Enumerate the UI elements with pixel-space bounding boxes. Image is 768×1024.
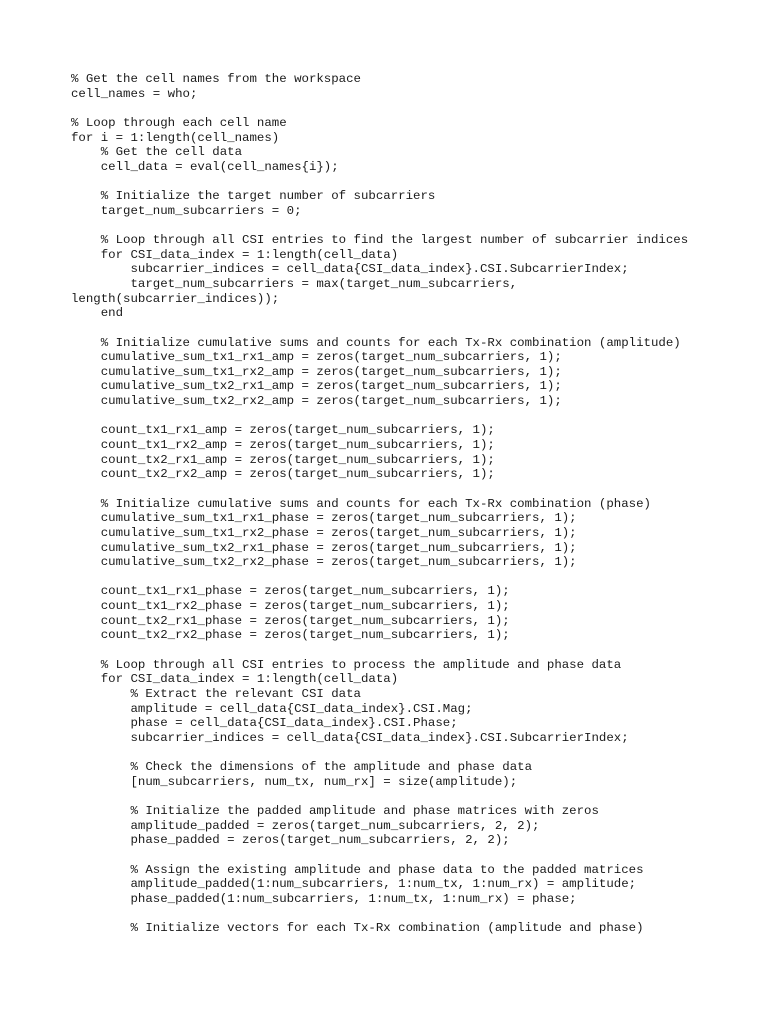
blank-line <box>71 101 751 116</box>
comment-line: % Initialize vectors for each Tx-Rx combination (amplitude and phase) <box>71 921 644 936</box>
comment-line: % Extract the relevant CSI data <box>71 686 361 701</box>
code-page <box>71 72 751 936</box>
comment-line: % Initialize the target number of subcarriers <box>71 189 436 204</box>
code-line: amplitude_padded(1:num_subcarriers, 1:num_tx, 1:num_rx) = amplitude; <box>71 877 637 892</box>
code-line: end <box>71 306 124 321</box>
blank-line <box>71 643 751 658</box>
comment-line: % Get the cell names from the workspace <box>71 72 361 86</box>
code-line: length(subcarrier_indices)); <box>71 291 280 306</box>
blank-line <box>71 218 751 233</box>
blank-line <box>71 409 751 424</box>
code-line: count_tx2_rx2_phase = zeros(target_num_subcarriers, 1); <box>71 628 510 643</box>
blank-line <box>71 848 751 863</box>
code-line: cell_names = who; <box>71 86 198 101</box>
blank-line <box>71 789 751 804</box>
code-line: phase = cell_data{CSI_data_index}.CSI.Phase; <box>71 716 458 731</box>
blank-line <box>71 174 751 189</box>
code-line: count_tx2_rx1_amp = zeros(target_num_subcarriers, 1); <box>71 452 495 467</box>
code-line: cumulative_sum_tx2_rx2_phase = zeros(target_num_subcarriers, 1); <box>71 555 577 570</box>
code-line: cell_data = eval(cell_names{i}); <box>71 159 339 174</box>
comment-line: % Initialize cumulative sums and counts for each Tx-Rx combination (phase) <box>71 496 651 511</box>
comment-line: % Initialize the padded amplitude and phase matrices with zeros <box>71 804 599 819</box>
comment-line: % Loop through each cell name <box>71 115 287 130</box>
code-line: count_tx1_rx2_amp = zeros(target_num_subcarriers, 1); <box>71 438 495 453</box>
code-line: target_num_subcarriers = max(target_num_subcarriers, <box>71 276 518 291</box>
code-line: cumulative_sum_tx1_rx1_phase = zeros(target_num_subcarriers, 1); <box>71 511 577 526</box>
code-line: cumulative_sum_tx1_rx1_amp = zeros(target_num_subcarriers, 1); <box>71 350 562 365</box>
blank-line <box>71 482 751 497</box>
code-line: count_tx2_rx1_phase = zeros(target_num_subcarriers, 1); <box>71 613 510 628</box>
code-line: phase_padded(1:num_subcarriers, 1:num_tx, 1:num_rx) = phase; <box>71 891 577 906</box>
comment-line: % Loop through all CSI entries to process the amplitude and phase data <box>71 657 622 672</box>
code-line: count_tx2_rx2_amp = zeros(target_num_subcarriers, 1); <box>71 467 495 482</box>
code-line: cumulative_sum_tx1_rx2_amp = zeros(target_num_subcarriers, 1); <box>71 364 562 379</box>
code-line: for CSI_data_index = 1:length(cell_data) <box>71 247 399 262</box>
code-line: cumulative_sum_tx2_rx1_phase = zeros(target_num_subcarriers, 1); <box>71 540 577 555</box>
code-line: for i = 1:length(cell_names) <box>71 130 280 145</box>
blank-line <box>71 321 751 336</box>
code-line: amplitude_padded = zeros(target_num_subcarriers, 2, 2); <box>71 818 540 833</box>
comment-line: % Assign the existing amplitude and phase data to the padded matrices <box>71 862 644 877</box>
code-line: cumulative_sum_tx2_rx1_amp = zeros(target_num_subcarriers, 1); <box>71 379 562 394</box>
code-line: [num_subcarriers, num_tx, num_rx] = size(amplitude); <box>71 774 518 789</box>
code-line: cumulative_sum_tx1_rx2_phase = zeros(target_num_subcarriers, 1); <box>71 525 577 540</box>
blank-line <box>71 570 751 585</box>
code-line: for CSI_data_index = 1:length(cell_data) <box>71 672 399 687</box>
blank-line <box>71 745 751 760</box>
code-line: phase_padded = zeros(target_num_subcarriers, 2, 2); <box>71 833 510 848</box>
comment-line: % Check the dimensions of the amplitude and phase data <box>71 760 533 775</box>
blank-line <box>71 907 751 922</box>
comment-line: % Initialize cumulative sums and counts for each Tx-Rx combination (amplitude) <box>71 335 681 350</box>
code-line: count_tx1_rx2_phase = zeros(target_num_subcarriers, 1); <box>71 599 510 614</box>
code-line: count_tx1_rx1_phase = zeros(target_num_subcarriers, 1); <box>71 584 510 599</box>
code-line: amplitude = cell_data{CSI_data_index}.CSI.Mag; <box>71 701 473 716</box>
code-line: target_num_subcarriers = 0; <box>71 203 302 218</box>
code-line: cumulative_sum_tx2_rx2_amp = zeros(target_num_subcarriers, 1); <box>71 394 562 409</box>
code-line: subcarrier_indices = cell_data{CSI_data_index}.CSI.SubcarrierIndex; <box>71 262 629 277</box>
comment-line: % Get the cell data <box>71 145 243 160</box>
comment-line: % Loop through all CSI entries to find the largest number of subcarrier indices <box>71 233 689 248</box>
code-line: count_tx1_rx1_amp = zeros(target_num_subcarriers, 1); <box>71 423 495 438</box>
code-line: subcarrier_indices = cell_data{CSI_data_index}.CSI.SubcarrierIndex; <box>71 730 629 745</box>
